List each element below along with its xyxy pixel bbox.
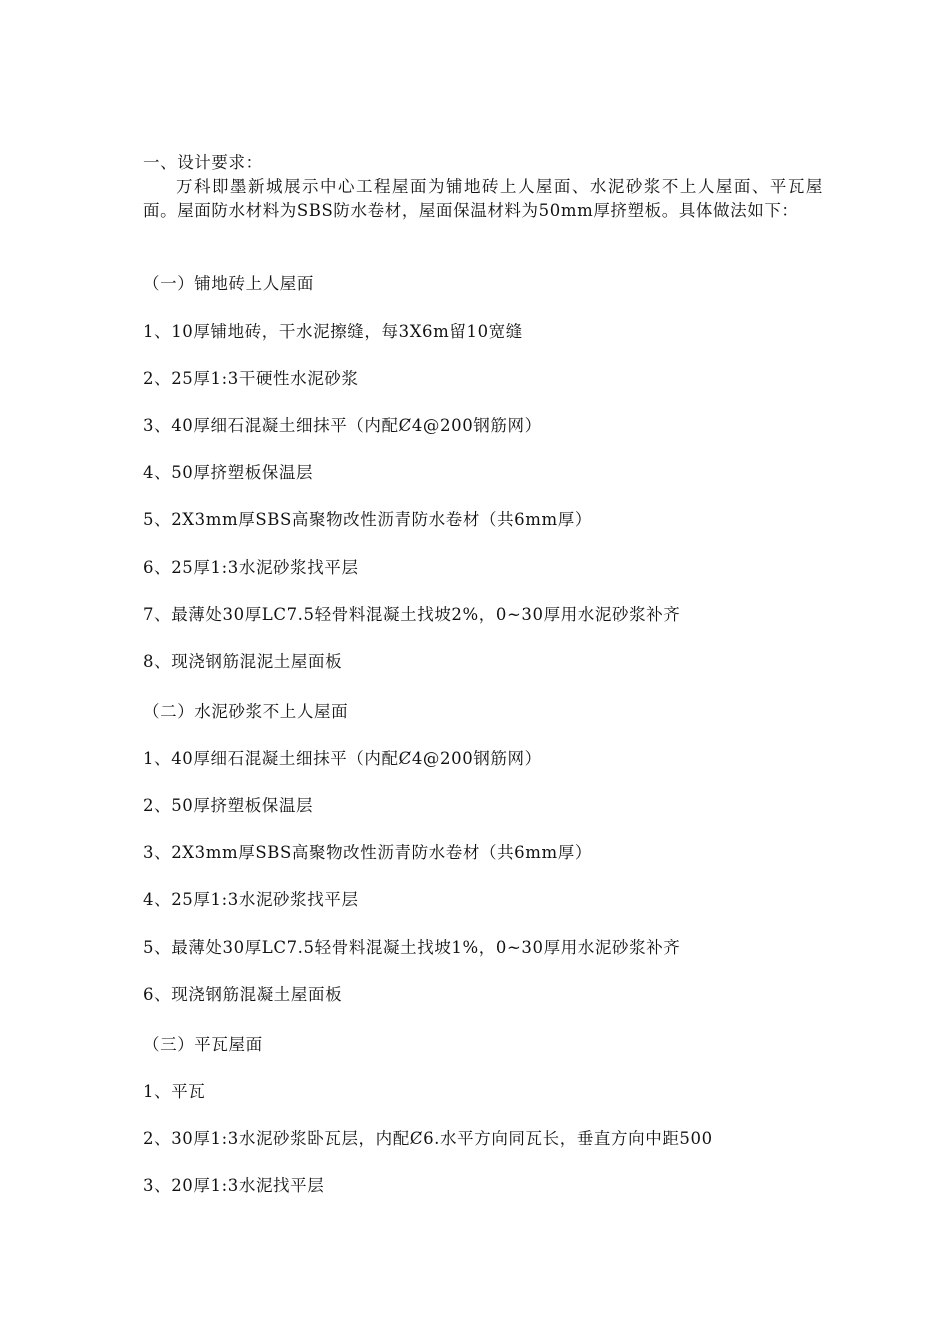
section-title-3: （三）平瓦屋面 — [143, 1035, 263, 1054]
list-item: 4、50厚挤塑板保温层 — [143, 463, 314, 482]
list-item: 1、平瓦 — [143, 1082, 206, 1101]
list-item: 4、25厚1:3水泥砂浆找平层 — [143, 890, 359, 909]
list-item: 2、50厚挤塑板保温层 — [143, 796, 314, 815]
list-item: 1、10厚铺地砖，干水泥擦缝，每3X6m留10宽缝 — [143, 322, 523, 341]
list-item: 5、最薄处30厚LC7.5轻骨料混凝土找坡1%，0~30厚用水泥砂浆补齐 — [143, 938, 681, 957]
list-item: 3、40厚细石混凝土细抹平（内配Ȼ4@200钢筋网） — [143, 416, 542, 435]
intro-paragraph: 万科即墨新城展示中心工程屋面为铺地砖上人屋面、水泥砂浆不上人屋面、平瓦屋面。屋面防水材料为SBS防水卷材，屋面保温材料为50mm厚挤塑板。具体做法如下： — [143, 177, 823, 220]
section-heading: 一、设计要求： — [143, 153, 263, 172]
list-item: 7、最薄处30厚LC7.5轻骨料混凝土找坡2%，0~30厚用水泥砂浆补齐 — [143, 605, 681, 624]
section-title-2: （二）水泥砂浆不上人屋面 — [143, 702, 349, 721]
list-item: 5、2X3mm厚SBS高聚物改性沥青防水卷材（共6mm厚） — [143, 510, 592, 529]
list-item: 2、30厚1:3水泥砂浆卧瓦层，内配Ȼ6.水平方向同瓦长，垂直方向中距500 — [143, 1129, 713, 1148]
section-title-1: （一）铺地砖上人屋面 — [143, 274, 314, 293]
list-item: 1、40厚细石混凝土细抹平（内配Ȼ4@200钢筋网） — [143, 749, 542, 768]
list-item: 3、20厚1:3水泥找平层 — [143, 1176, 325, 1195]
list-item: 6、25厚1:3水泥砂浆找平层 — [143, 558, 359, 577]
list-item: 6、现浇钢筋混凝土屋面板 — [143, 985, 343, 1004]
list-item: 2、25厚1:3干硬性水泥砂浆 — [143, 369, 359, 388]
list-item: 3、2X3mm厚SBS高聚物改性沥青防水卷材（共6mm厚） — [143, 843, 592, 862]
list-item: 8、现浇钢筋混泥土屋面板 — [143, 652, 343, 671]
